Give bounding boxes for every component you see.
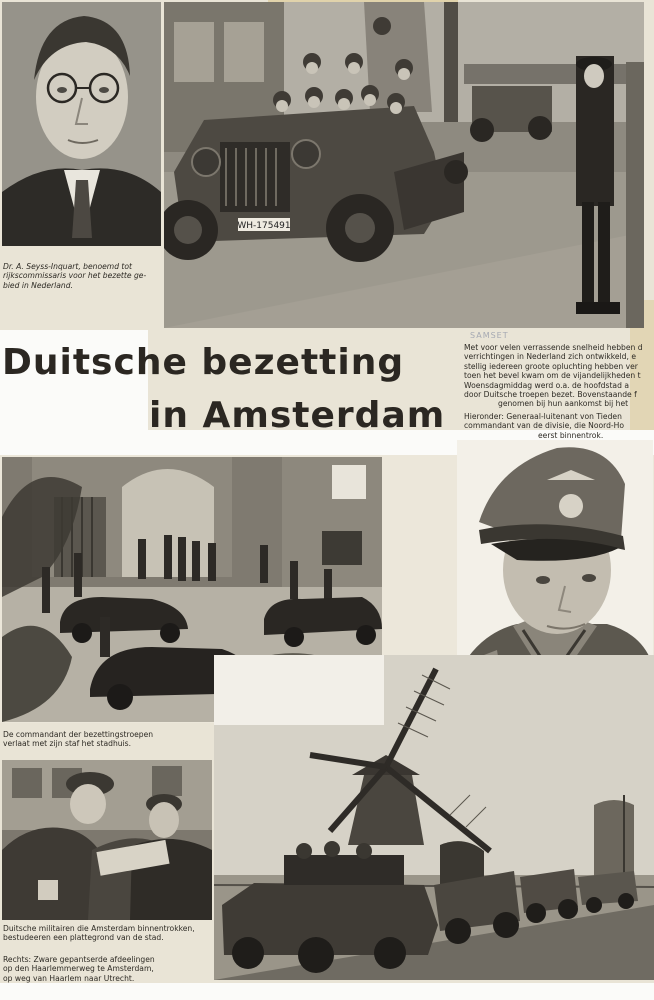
caption-line: bied in Nederland. <box>3 280 73 290</box>
caption-line: verlaat met zijn staf het stadhuis. <box>3 739 132 749</box>
archive-stamp: SAMSET <box>470 331 509 340</box>
headline-line-2: in Amsterdam <box>149 395 446 436</box>
intro-line: Met voor velen verrassende snelheid hebben d <box>464 343 643 352</box>
caption-line: Duitsche militairen die Amsterdam binnentrokken, <box>3 924 195 933</box>
caption-seyss-inquart <box>3 262 146 290</box>
caption-line: eerst binnentrok. <box>538 430 604 440</box>
intro-line: stellig iedereen groote opluchting hebben ver <box>464 361 638 371</box>
caption-stadhuis <box>3 730 153 749</box>
caption-line: rijkscommissaris voor het bezette ge- <box>3 271 147 281</box>
caption-line: De commandant der bezettingstroepen <box>3 730 154 739</box>
caption-line: op weg van Haarlem naar Utrecht. <box>3 973 135 983</box>
caption-line: Rechts: Zware gepantserde afdeelingen <box>3 955 155 964</box>
photo-soldiers-map <box>2 760 212 920</box>
caption-line: Dr. A. Seyss-Inquart, benoemd tot <box>3 262 133 271</box>
intro-line: genomen bij hun aankomst bij het <box>498 399 629 409</box>
license-plate: WH-175491 <box>237 221 291 231</box>
intro-line: Woensdagmiddag werd o.a. de hoofdstad a <box>464 380 629 390</box>
caption-line: commandant van de divisie, die Noord-Ho <box>464 421 625 431</box>
caption-general <box>464 412 624 440</box>
photo-windmill-column <box>214 655 654 980</box>
headline-line-1: Duitsche bezetting <box>2 342 405 383</box>
photo-troops-arrival <box>164 2 644 328</box>
caption-line: op den Haarlemmerweg te Amsterdam, <box>3 964 154 974</box>
caption-rechts <box>3 955 155 983</box>
intro-text <box>464 343 643 409</box>
intro-line: door Duitsche troepen bezet. Bovenstaande f <box>464 390 637 400</box>
photo-seyss-inquart <box>2 2 161 246</box>
caption-militairen <box>3 924 195 943</box>
caption-line: Hieronder: Generaal-luitenant von Tieden <box>464 412 622 421</box>
intro-line: toen het bevel kwam om de vijandelijkheden t <box>464 371 641 381</box>
intro-line: verrichtingen in Nederland zich ontwikkeld, e <box>464 352 636 362</box>
caption-line: bestudeeren een plattegrond van de stad. <box>3 933 164 943</box>
